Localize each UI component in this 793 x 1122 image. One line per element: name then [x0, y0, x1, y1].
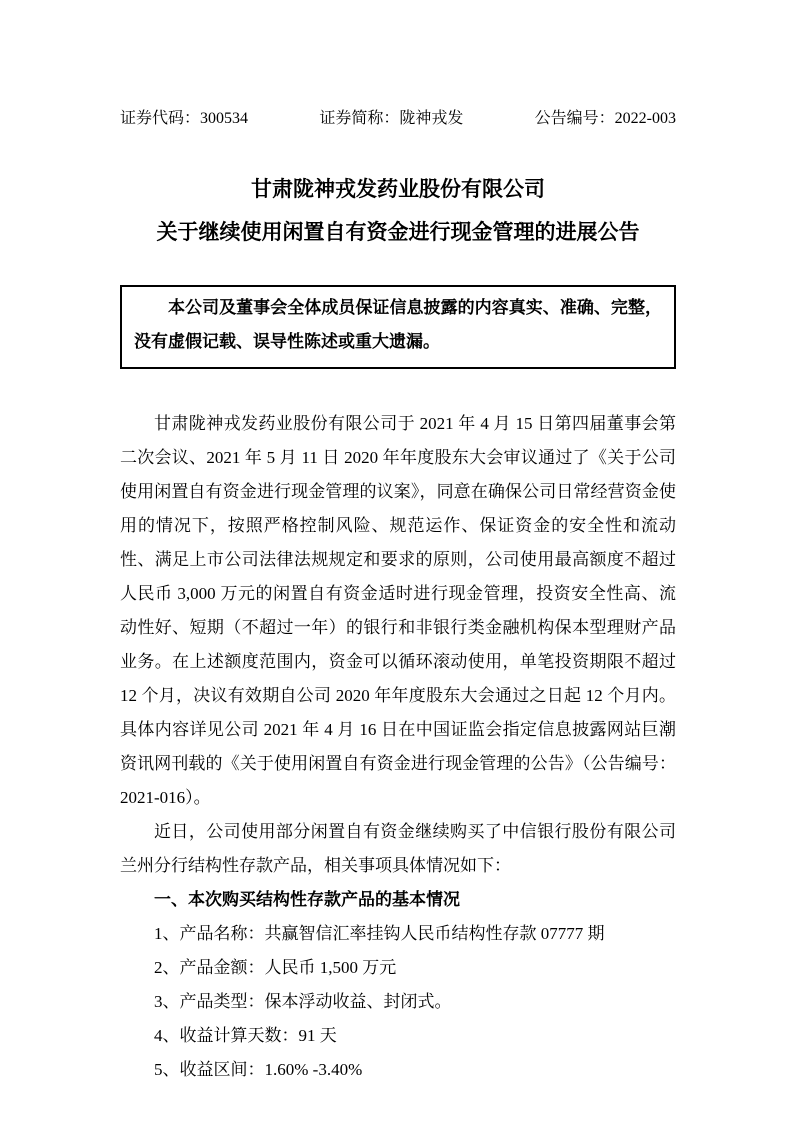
document-header — [120, 108, 676, 130]
stock-short-name — [319, 108, 463, 130]
body-paragraph-1: 甘肃陇神戎发药业股份有限公司于 2021 年 4 月 15 日第四届董事会第二次会议、2021 年 5 月 11 日 2020 年年度股东大会审议通过了《关于公司使用闲置自有资金进行现金管理的议案》，同意在确保公司日常经营资金使用的情况下，按照严格控制风险、规范运作、保证资金的安全性和流动性、满足上市公司法律法规规定和要求的原则，公司使用最高额度不超过人民币 3,000 万元的闲置自有资金适时进行现金管理，投资安全性高、流动性好、短期（不超过一年）的银行和非银行类金融机构保本型理财产品业务。在上述额度范围内，资金可以循环滚动使用，单笔投资期限不超过 12 个月，决议有效期自公司 2020 年年度股东大会通过之日起 12 个月内。具体内容详见公司 2021 年 4 月 16 日在中国证监会指定信息披露网站巨潮资讯网刊载的《关于使用闲置自有资金进行现金管理的公告》（公告编号：2021-016）。 — [120, 414, 676, 807]
stock-code — [120, 108, 248, 130]
body-paragraph-2: 近日，公司使用部分闲置自有资金继续购买了中信银行股份有限公司兰州分行结构性存款产品，相关事项具体情况如下： — [120, 822, 676, 875]
list-item-income-range: 5、收益区间：1.60% -3.40% — [154, 1060, 363, 1079]
stock-code-label: 证券代码： — [120, 110, 201, 127]
stock-short-name-value: 陇神戎发 — [399, 110, 464, 127]
announcement-number-value: 2022-003 — [614, 110, 676, 127]
disclaimer-text: 本公司及董事会全体成员保证信息披露的内容真实、准确、完整，没有虚假记载、误导性陈述或重大遗漏。 — [134, 298, 662, 351]
disclaimer-box — [120, 285, 676, 369]
announcement-number — [535, 108, 676, 130]
company-name-title: 甘肃陇神戎发药业股份有限公司 — [251, 178, 545, 201]
list-item-product-type: 3、产品类型：保本浮动收益、封闭式。 — [154, 992, 452, 1011]
announcement-number-label: 公告编号： — [534, 110, 615, 127]
list-item-product-amount: 2、产品金额：人民币 1,500 万元 — [154, 958, 397, 977]
announcement-title: 关于继续使用闲置自有资金进行现金管理的进展公告 — [156, 221, 640, 244]
stock-short-name-label: 证券简称： — [319, 110, 400, 127]
list-item-product-name: 1、产品名称：共赢智信汇率挂钩人民币结构性存款 07777 期 — [154, 924, 605, 943]
stock-code-value: 300534 — [200, 110, 249, 127]
section-heading-basic-info: 一、本次购买结构性存款产品的基本情况 — [154, 890, 460, 909]
list-item-income-days: 4、收益计算天数：91 天 — [154, 1026, 337, 1045]
